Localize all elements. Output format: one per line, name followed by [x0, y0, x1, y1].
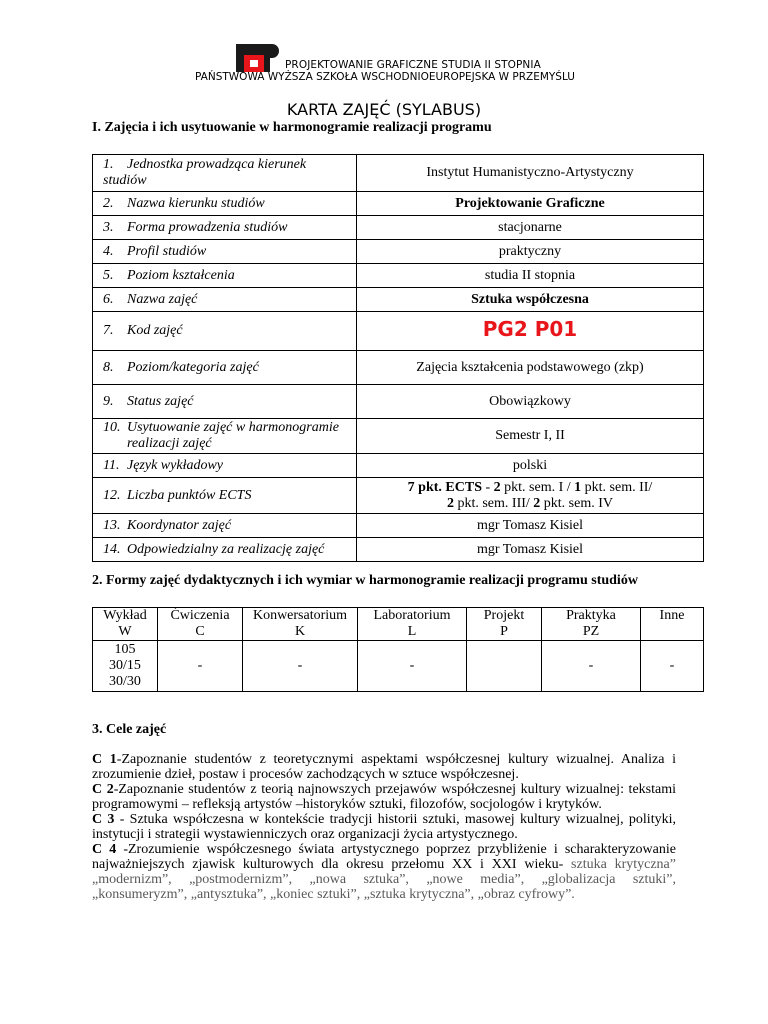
- goal-item: C 2-Zapoznanie studentów z teorią najnowszych przejawów współczesnej kultury wizualnej: tekstami programowymi – refleksją artystów –historyków sztuki, filozofów, socjologów i krytyków.: [92, 782, 676, 812]
- goal-item: C 3 - Sztuka współczesna w kontekście tradycji historii sztuki, masowej kultury wizualnej, polityki, instytucji i strategii wystawienniczych oraz organizacji życia artystycznego.: [92, 812, 676, 842]
- header-school: PAŃSTWOWA WYŻSZA SZKOŁA WSCHODNIOEUROPEJSKA W PRZEMYŚLU: [195, 71, 575, 83]
- row-value: Projektowanie Graficzne: [357, 192, 704, 216]
- page-title: KARTA ZAJĘĆ (SYLABUS): [286, 100, 482, 119]
- ects-value: 7 pkt. ECTS - 2 pkt. sem. I / 1 pkt. sem. II/ 2 pkt. sem. III/ 2 pkt. sem. IV: [357, 478, 704, 514]
- row-value: Instytut Humanistyczno-Artystyczny: [357, 155, 704, 192]
- row-value: studia II stopnia: [357, 264, 704, 288]
- table-row: 1. Jednostka prowadząca kierunek studiów Instytut Humanistyczno-Artystyczny: [93, 155, 704, 192]
- row-value: mgr Tomasz Kisiel: [357, 514, 704, 538]
- row-value: Obowiązkowy: [357, 385, 704, 419]
- table-row: 12. Liczba punktów ECTS 7 pkt. ECTS - 2 pkt. sem. I / 1 pkt. sem. II/ 2 pkt. sem. III/ 2 pkt. sem. IV: [93, 478, 704, 514]
- goal-item: C 4 -Zrozumienie współczesnego świata artystycznego poprzez przybliżenie i scharakteryzowanie najważniejszych zjawisk kulturowych dla okresu przełomu XX i XXI wieku- sztuka krytyczna” „modernizm”, „postmodernizm”, „nowa sztuka”, „nowe media”, „globalizacja sztuki”, „konsumeryzm”, „antysztuka”, „koniec sztuki”, „sztuka krytyczna”, „obraz cyfrowy”.: [92, 842, 676, 902]
- table-header-row: Wykład W Ćwiczenia C Konwersatorium K Laboratorium L Projekt P Praktyka PZ Inne: [93, 608, 704, 641]
- row-value: Semestr I, II: [357, 419, 704, 454]
- row-value: Sztuka współczesna: [357, 288, 704, 312]
- table-row: 9. Status zajęć Obowiązkowy: [93, 385, 704, 419]
- header-program: PROJEKTOWANIE GRAFICZNE STUDIA II STOPNIA: [285, 59, 541, 71]
- table-row: 11. Język wykładowy polski: [93, 454, 704, 478]
- table-row: 8. Poziom/kategoria zajęć Zajęcia kształcenia podstawowego (zkp): [93, 351, 704, 385]
- table-row: 13. Koordynator zajęć mgr Tomasz Kisiel: [93, 514, 704, 538]
- course-goals: [92, 752, 676, 902]
- table-row: 10. Usytuowanie zajęć w harmonogramie realizacji zajęć Semestr I, II: [93, 419, 704, 454]
- table-row: 105 30/15 30/30 - - - - -: [93, 641, 704, 692]
- section-1-heading: I. Zajęcia i ich usytuowanie w harmonogramie realizacji programu: [92, 120, 492, 135]
- row-value: stacjonarne: [357, 216, 704, 240]
- row-value: Zajęcia kształcenia podstawowego (zkp): [357, 351, 704, 385]
- class-forms-table: [92, 607, 704, 692]
- course-info-table: [92, 154, 704, 562]
- table-row: 6. Nazwa zajęć Sztuka współczesna: [93, 288, 704, 312]
- table-row: 5. Poziom kształcenia studia II stopnia: [93, 264, 704, 288]
- table-row: 3. Forma prowadzenia studiów stacjonarne: [93, 216, 704, 240]
- table-row: 4. Profil studiów praktyczny: [93, 240, 704, 264]
- section-3-heading: 3. Cele zajęć: [92, 722, 167, 737]
- course-code: PG2 P01: [482, 317, 578, 341]
- table-row: 2. Nazwa kierunku studiów Projektowanie Graficzne: [93, 192, 704, 216]
- section-2-heading: 2. Formy zajęć dydaktycznych i ich wymiar w harmonogramie realizacji programu studiów: [92, 573, 638, 588]
- row-value: mgr Tomasz Kisiel: [357, 538, 704, 562]
- table-row: 14. Odpowiedzialny za realizację zajęć mgr Tomasz Kisiel: [93, 538, 704, 562]
- row-value: polski: [357, 454, 704, 478]
- row-value: praktyczny: [357, 240, 704, 264]
- university-logo: [236, 44, 282, 72]
- goal-item: C 1-Zapoznanie studentów z teoretycznymi aspektami współczesnej kultury wizualnej. Analiza i zrozumienie dzieł, postaw i procesów zachodzących w sztuce współczesnej.: [92, 752, 676, 782]
- table-row: 7. Kod zajęć PG2 P01: [93, 312, 704, 351]
